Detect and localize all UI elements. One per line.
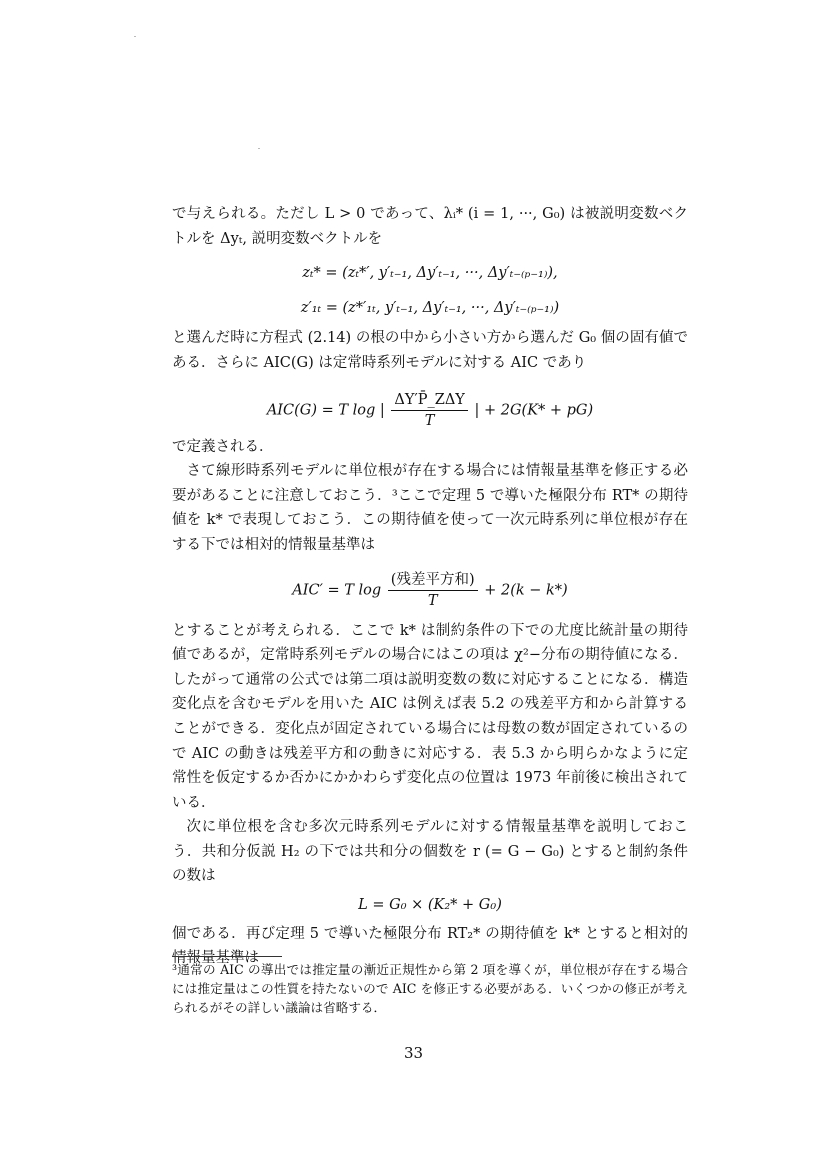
equation-aic-g [172, 390, 688, 431]
footnote-rule [172, 956, 282, 957]
page-number: 33 [403, 1044, 424, 1062]
equation-z-1t: z′₁ₜ = (z*′₁ₜ, y′ₜ₋₁, Δy′ₜ₋₁, ···, Δy′ₜ₋₍ₚ₋₁₎) [300, 299, 560, 316]
equation-constraints: L = G₀ × (K₂* + G₀) [358, 897, 502, 914]
paragraph-2: と選んだ時に方程式 (2.14) の根の中から小さい方から選んだ G₀ 個の固有値である．さらに AIC(G) は定常時系列モデルに対する AIC であり [172, 330, 688, 371]
equation-aic-g-rhs: | + 2G(K* + pG) [474, 402, 594, 419]
paragraph-7: 個である．再び定理 5 で導いた極限分布 RT₂* の期待値を k* とすると相対的情報量基準は [172, 925, 688, 967]
paragraph-6: 次に単位根を含む多次元時系列モデルに対する情報量基準を説明しておこう．共和分仮説 H₂ の下では共和分の個数を r (= G − G₀) とすると制約条件の数は [172, 819, 688, 885]
equation-aic-g-fraction [391, 390, 467, 431]
equation-aic-g-lhs: AIC(G) = T log | [266, 402, 385, 419]
equation-aic-prime [172, 570, 688, 611]
scan-speck [258, 148, 260, 149]
equation-aic-prime-lhs: AIC′ = T log [292, 582, 382, 599]
paragraph-4: さて線形時系列モデルに単位根が存在する場合には情報量基準を修正する必要があることに注意しておこう．³ここで定理 5 で導いた極限分布 RT* の期待値を k* で表現しておこう．この期待値を使って一次元時系列に単位根が存在する下では相対的情報量基準は [172, 463, 688, 553]
footnote: ³通常の AIC の導出では推定量の漸近正規性から第 2 項を導くが，単位根が存在する場合には推定量はこの性質を持たないので AIC を修正する必要がある．いくつかの修正が考えられるがその詳しい議論は省略する． [172, 962, 688, 1015]
scan-speck [134, 36, 136, 37]
equation-z-star: zₜ* = (zₜ*′, y′ₜ₋₁, Δy′ₜ₋₁, ···, Δy′ₜ₋₍ₚ₋₁₎), [302, 265, 558, 282]
equation-aic-prime-fraction [388, 570, 478, 611]
equation-aic-prime-rhs: + 2(k − k*) [484, 582, 568, 599]
paragraph-3: で定義される． [172, 438, 274, 455]
equation-aic-prime-numerator: (残差平方和) [388, 570, 478, 591]
equation-aic-g-denominator: T [424, 412, 435, 429]
body-text [172, 202, 688, 971]
equation-aic-g-numerator: ΔY′P̄_ZΔY [391, 390, 467, 411]
paragraph-1: で与えられる。ただし L > 0 であって、λᵢ* (i = 1, ···, G₀) は被説明変数ベクトルを Δyₜ, 説明変数ベクトルを [172, 206, 688, 247]
equation-aic-prime-denominator: T [427, 592, 438, 609]
paragraph-5: とすることが考えられる．ここで k* は制約条件の下での尤度比統計量の期待値であるが，定常時系列モデルの場合にはこの項は χ²−分布の期待値になる．したがって通常の公式では第二項は説明変数の数に対応することになる．構造変化点を含むモデルを用いた AIC は例えば表 5.2 の残差平方和から計算することができる．変化点が固定されている場合には母数の数が固定されているので AIC の動きは残差平方和の動きに対応する．表 5.3 から明らかなように定常性を仮定するか否かにかかわらず変化点の位置は 1973 年前後に検出されている． [172, 622, 688, 811]
